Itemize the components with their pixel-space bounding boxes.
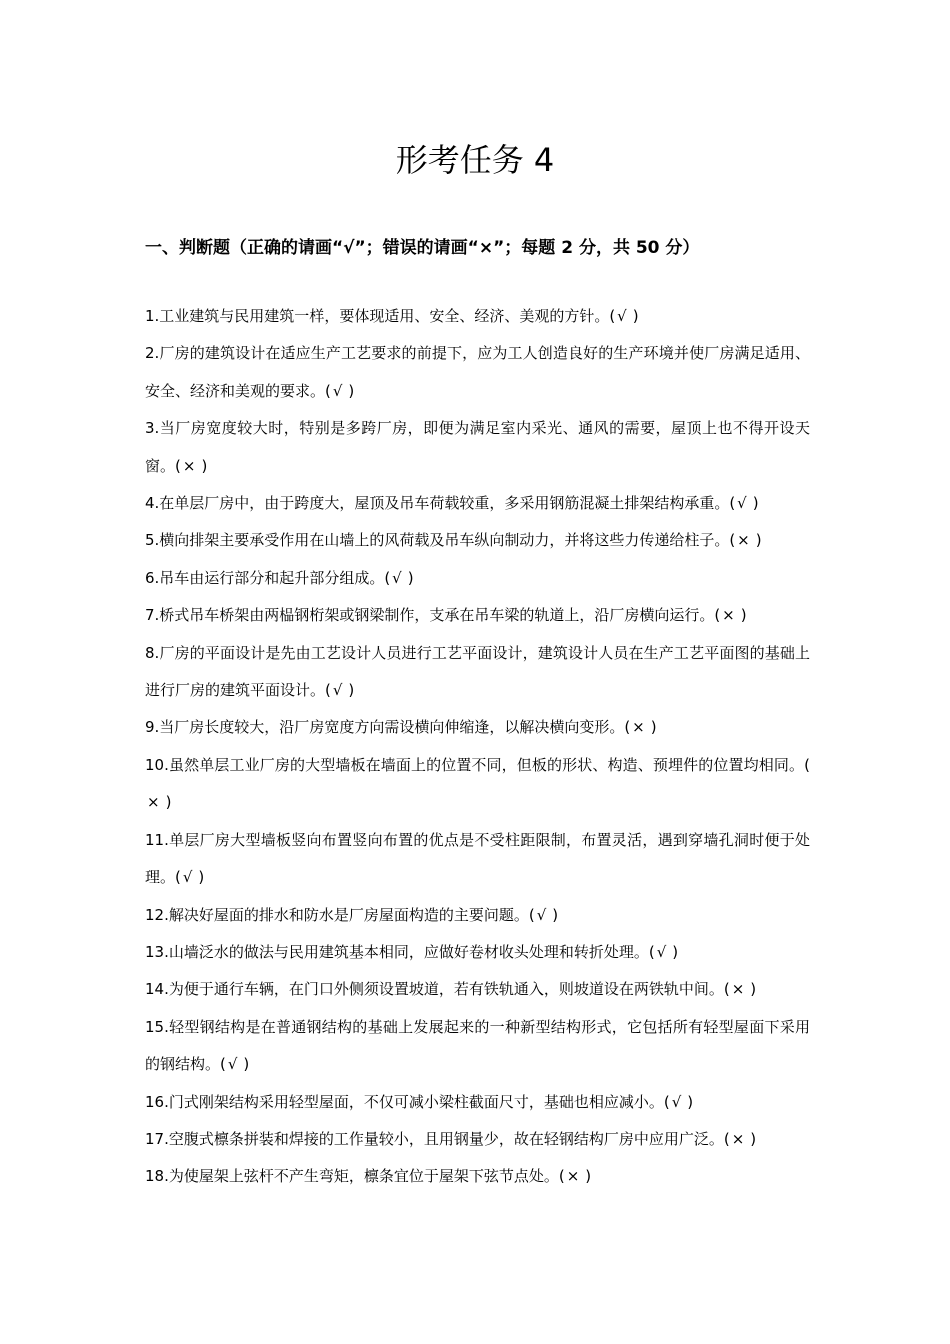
answer-mark: √ (227, 1055, 238, 1074)
close-paren: ) (348, 681, 355, 700)
question-item (145, 971, 810, 1008)
question-text: 7.桥式吊车桥架由两榀钢桁架或钢梁制作，支承在吊车梁的轨道上，沿厂房横向运行。( (145, 606, 721, 625)
question-text: 17.空腹式檩条拼装和焊接的工作量较小，且用钢量少，故在轻钢结构厂房中应用广泛。( (145, 1129, 730, 1148)
answer-mark: × (632, 718, 645, 737)
question-text: 4.在单层厂房中，由于跨度大，屋顶及吊车荷载较重，多采用钢筋混凝土排架结构承重。( (145, 494, 736, 513)
close-paren: ) (348, 381, 355, 400)
answer-mark: √ (737, 494, 747, 513)
question-text: 10.虽然单层工业厂房的大型墙板在墙面上的位置不同，但板的形状、构造、预埋件的位置均相同。( (145, 755, 810, 774)
close-paren: ) (752, 494, 759, 513)
answer-mark: √ (332, 381, 343, 400)
close-paren: ) (165, 793, 172, 812)
answer-mark: × (182, 456, 196, 475)
close-paren: ) (687, 1092, 694, 1111)
answer-mark: × (737, 531, 750, 550)
answer-mark: √ (671, 1092, 682, 1111)
answer-mark: × (147, 793, 160, 812)
close-paren: ) (755, 531, 762, 550)
question-text: 15.轻型钢结构是在普通钢结构的基础上发展起来的一种新型结构形式，它包括所有轻型屋面下采用的钢结构。( (145, 1017, 810, 1074)
close-paren: ) (585, 1167, 592, 1186)
question-item (145, 597, 810, 634)
question-item (145, 485, 810, 522)
close-paren: ) (407, 568, 414, 587)
section-heading: 一、判断题（正确的请画“√”；错误的请画“×”；每题 2 分，共 50 分） (145, 238, 700, 258)
question-item (145, 822, 810, 897)
close-paren: ) (750, 1129, 757, 1148)
question-text: 6.吊车由运行部分和起升部分组成。( (145, 568, 391, 587)
question-item (145, 560, 810, 597)
question-item (145, 1009, 810, 1084)
close-paren: ) (650, 718, 657, 737)
question-text: 13.山墙泛水的做法与民用建筑基本相同，应做好卷材收头处理和转折处理。( (145, 942, 655, 961)
close-paren: ) (198, 868, 205, 887)
answer-mark: √ (332, 681, 343, 700)
answer-mark: √ (392, 568, 402, 587)
question-text: 11.单层厂房大型墙板竖向布置竖向布置的优点是不受柱距限制，布置灵活，遇到穿墙孔洞时便于处理。( (145, 830, 810, 887)
close-paren: ) (750, 980, 757, 999)
question-item (145, 897, 810, 934)
answer-mark: √ (656, 942, 667, 961)
question-text: 2.厂房的建筑设计在适应生产工艺要求的前提下，应为工人创造良好的生产环境并使厂房满足适用、安全、经济和美观的要求。( (145, 344, 810, 400)
question-item (145, 298, 810, 335)
close-paren: ) (552, 905, 559, 924)
question-text: 14.为便于通行车辆，在门口外侧须设置坡道，若有铁轨通入，则坡道设在两铁轨中间。( (145, 980, 730, 999)
close-paren: ) (201, 456, 208, 475)
answer-mark: √ (182, 868, 193, 887)
question-text: 1.工业建筑与民用建筑一样，要体现适用、安全、经济、美观的方针。( (145, 307, 616, 325)
answer-mark: × (731, 980, 745, 999)
question-item (145, 410, 810, 485)
answer-mark: × (722, 606, 735, 625)
question-text: 8.厂房的平面设计是先由工艺设计人员进行工艺平面设计，建筑设计人员在生产工艺平面图的基础上进行厂房的建筑平面设计。( (145, 643, 810, 700)
question-item (145, 747, 810, 822)
close-paren: ) (740, 606, 747, 625)
question-item (145, 934, 810, 971)
answer-mark: × (731, 1129, 745, 1148)
question-item (145, 522, 810, 559)
close-paren: ) (632, 307, 639, 325)
question-item (145, 335, 810, 410)
page-title: 形考任务 4 (395, 141, 555, 179)
question-item (145, 1121, 810, 1158)
question-text: 9.当厂房长度较大，沿厂房宽度方向需设横向伸缩逢，以解决横向变形。( (145, 718, 631, 737)
question-item (145, 635, 810, 710)
question-item (145, 709, 810, 746)
answer-mark: √ (617, 307, 627, 325)
close-paren: ) (243, 1055, 250, 1074)
question-text: 18.为使屋架上弦杆不产生弯矩，檩条宜位于屋架下弦节点处。( (145, 1167, 565, 1186)
question-text: 12.解决好屋面的排水和防水是厂房屋面构造的主要问题。( (145, 905, 535, 924)
answer-mark: × (566, 1167, 580, 1186)
question-text: 16.门式刚架结构采用轻型屋面，不仅可减小梁柱截面尺寸，基础也相应减小。( (145, 1092, 670, 1111)
question-list (145, 298, 810, 1196)
question-item (145, 1158, 810, 1195)
close-paren: ) (672, 942, 679, 961)
answer-mark: √ (536, 905, 547, 924)
question-text: 5.横向排架主要承受作用在山墙上的风荷载及吊车纵向制动力，并将这些力传递给柱子。( (145, 531, 736, 550)
question-text: 3.当厂房宽度较大时，特别是多跨厂房，即便为满足室内采光、通风的需要，屋顶上也不得开设天窗。( (145, 419, 810, 475)
question-item (145, 1084, 810, 1121)
